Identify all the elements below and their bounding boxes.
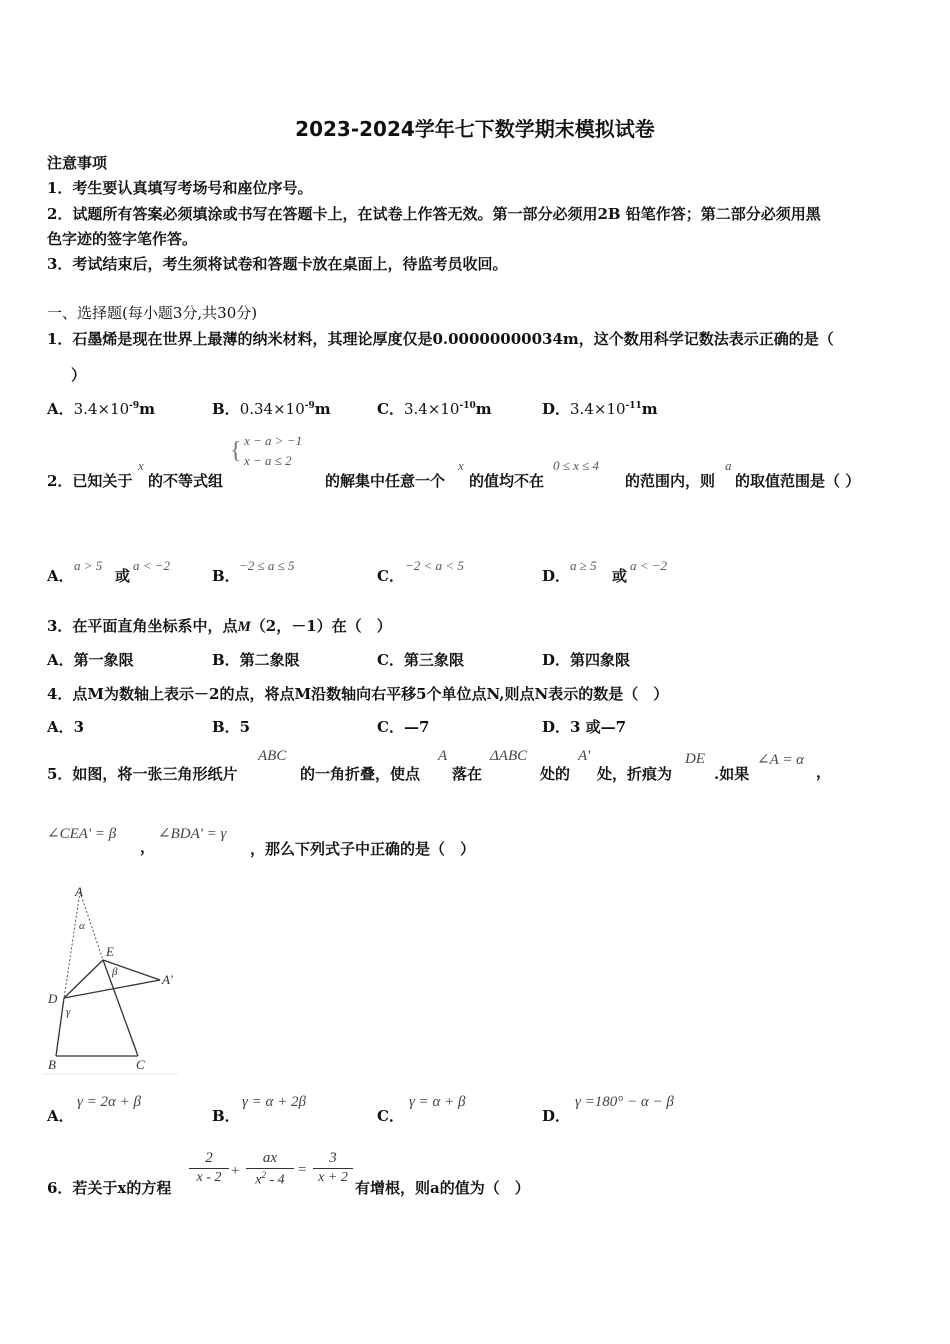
q2-option-d-label: D． (542, 567, 571, 585)
q3-option-a: A．第一象限 (47, 651, 134, 669)
q3-option-c: C．第三象限 (377, 651, 464, 669)
q5-option-b-label: B． (212, 1107, 240, 1125)
page-title: 2023-2024学年七下数学期末模拟试卷 (295, 117, 655, 141)
q2-mid2: 的解集中任意一个 (325, 472, 446, 490)
q5-de: DE (685, 751, 705, 767)
q1-option-a: A．$3.4\times 10^{-9}m$ (47, 400, 156, 418)
q2-option-d-or: 或 (612, 567, 628, 585)
label-gamma: γ (66, 1006, 71, 1018)
q5-condition-2: ∠BDA' = γ (158, 826, 227, 842)
q5-part-7: ，那么下列式子中正确的是（ ） (250, 840, 476, 858)
label-alpha: α (79, 920, 85, 932)
q6-plus: + (231, 1163, 240, 1179)
q2-option-a-label: A． (47, 567, 74, 585)
q5-option-b: γ = α + 2β (242, 1094, 306, 1110)
q2-option-d-1: a ≥ 5 (570, 558, 597, 573)
q5-option-c-label: C． (377, 1107, 404, 1125)
note-item: 2．试题所有答案必须填涂或书写在答题卡上，在试卷上作答无效。第一部分必须用2B 铅笔作答；第二部分必须用黑 (47, 205, 821, 223)
q1-option-c: C．$3.4\times 10^{-10}m$ (377, 400, 492, 418)
q5-figure (42, 880, 182, 1076)
label-e: E (106, 944, 114, 959)
section-heading: 一、选择题(每小题3分,共30分) (47, 304, 258, 322)
label-a: A (75, 884, 83, 899)
q2-option-d-2: a < −2 (630, 558, 668, 573)
q2-range: 0 ≤ x ≤ 4 (553, 458, 600, 473)
q2-option-b-label: B． (212, 567, 240, 585)
q2-mid3: 的值均不在 (469, 472, 545, 490)
q5-option-a-label: A． (47, 1107, 74, 1125)
q5-part-5: 处，折痕为 (597, 765, 673, 783)
q5-part-6: .如果 (714, 765, 750, 783)
q6-fraction-1: 2 x - 2 (189, 1150, 229, 1186)
note-item: 色字迹的签字笔作答。 (47, 230, 198, 248)
q6-equals: = (298, 1162, 307, 1178)
q5-part-2: 的一角折叠，使点 (300, 765, 421, 783)
q2-mid4: 的范围内，则 (625, 472, 716, 490)
q5-option-d-label: D． (542, 1107, 571, 1125)
q5-a-prime: A' (578, 748, 591, 764)
system-line-2: x − a ≤ 2 (244, 453, 292, 468)
q5-separator: ， (140, 838, 156, 856)
q1-text-end: ） (71, 366, 87, 384)
label-d: D (48, 991, 58, 1006)
note-item: 1．考生要认真填写考场号和座位序号。 (47, 179, 313, 197)
q2-option-c-label: C． (377, 567, 404, 585)
q5-option-a: γ = 2α + β (77, 1094, 141, 1110)
brace: { (230, 438, 242, 464)
q6-suffix: 有增根，则a的值为（ ） (355, 1179, 530, 1197)
label-b: B (48, 1057, 56, 1072)
q2-option-c: −2 < a < 5 (405, 558, 464, 573)
note-item: 3．考试结束后，考生须将试卷和答题卡放在桌面上，待监考员收回。 (47, 255, 508, 273)
label-c: C (136, 1057, 145, 1072)
label-a-prime: A' (162, 972, 173, 987)
q2-var-x: x (138, 458, 144, 473)
q5-part-1: 5．如图，将一张三角形纸片 (47, 765, 238, 783)
label-beta: β (112, 966, 118, 978)
q3-option-b: B．第二象限 (212, 651, 300, 669)
segment-da-prime (64, 980, 160, 998)
q4-option-b: B．5 (212, 718, 251, 736)
q5-a: A (438, 748, 448, 764)
q3-option-d: D．第四象限 (542, 651, 631, 669)
q2-prefix: 2．已知关于 (47, 472, 133, 490)
q5-option-d: γ =180° − α − β (575, 1094, 674, 1110)
q4-text: 4．点M为数轴上表示－2的点，将点M沿数轴向右平移5个单位点N,则点N表示的数是（ ） (47, 685, 669, 703)
q4-option-d: D．3 或—7 (542, 718, 627, 736)
q1-text: 1．石墨烯是现在世界上最薄的纳米材料，其理论厚度仅是0.00000000034m，这个数用科学记数法表示正确的是（ (47, 330, 834, 348)
system-line-1: x − a > −1 (244, 433, 303, 448)
q6-prefix: 6．若关于x的方程 (47, 1179, 172, 1197)
q1-option-d: D．$3.4\times 10^{-11}m$ (542, 400, 658, 418)
q4-option-c: C．—7 (377, 718, 430, 736)
q5-comma: ， (816, 763, 832, 781)
q2-var-x: x (458, 458, 464, 473)
q2-suffix: 的取值范围是（ ） (735, 472, 861, 490)
q6-fraction-2: ax $x^2 - 4$ (246, 1150, 294, 1189)
q5-condition-1: ∠CEA' = β (47, 826, 117, 842)
q4-option-a: A．3 (47, 718, 85, 736)
q2-option-a-or: 或 (115, 567, 131, 585)
q2-option-a-1: a > 5 (74, 558, 103, 573)
q2-option-a-2: a < −2 (133, 558, 171, 573)
q5-abc: ABC (258, 748, 287, 764)
q5-angle-a: ∠A = α (757, 752, 804, 768)
q5-part-3: 落在 (452, 765, 483, 783)
folded-triangle-figure (42, 880, 182, 1076)
segment-ce (103, 960, 138, 1056)
segment-db (56, 998, 64, 1056)
q2-option-b: −2 ≤ a ≤ 5 (239, 558, 295, 573)
q2-var-a: a (725, 458, 732, 473)
notes-heading: 注意事项 (47, 154, 108, 172)
q6-fraction-3: 3 x + 2 (313, 1150, 353, 1186)
q5-part-4: 处的 (540, 765, 571, 783)
q2-mid1: 的不等式组 (148, 472, 224, 490)
dashed-ad (64, 892, 80, 998)
q1-option-b: B．$0.34\times 10^{-9}m$ (212, 400, 331, 418)
q5-triangle: ΔABC (490, 748, 528, 764)
q3-text: 3．在平面直角坐标系中，点M（2，－1）在（ ） (47, 617, 392, 635)
q5-option-c: γ = α + β (409, 1094, 466, 1110)
